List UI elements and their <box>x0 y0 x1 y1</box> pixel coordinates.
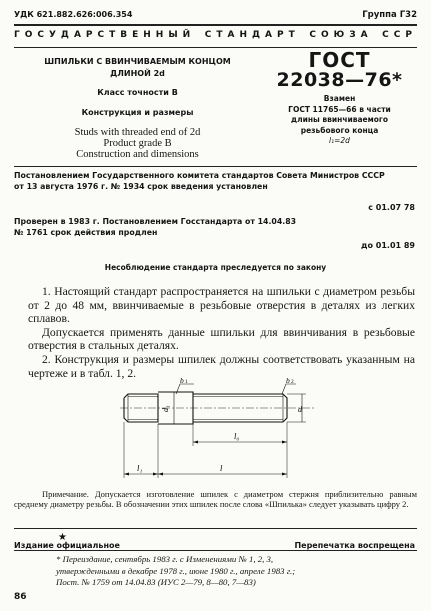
title-en-line-3: Construction and dimensions <box>76 149 199 160</box>
expiry-date: до 01.01 89 <box>361 241 415 250</box>
replace-line-5: l₁=2d <box>329 136 350 145</box>
b1-label: b <box>180 378 184 385</box>
replace-line-3: длины ввинчиваемого <box>291 115 388 124</box>
decree-text <box>14 171 417 192</box>
revision-text <box>14 217 417 238</box>
b2-superscript: 2 <box>291 379 294 385</box>
footer-rule <box>14 550 417 551</box>
replace-line-2: ГОСТ 11765—66 в части <box>288 104 391 114</box>
title-en-line-1: Studs with threaded end of 2d <box>74 127 201 138</box>
l-label: l <box>220 463 223 473</box>
checked-line-2: № 1761 срок действия продлен <box>14 227 158 237</box>
l1-label: l₁ <box>137 463 143 473</box>
d-label: d <box>298 405 302 414</box>
construction-dimensions: Конструкция и размеры <box>81 107 194 117</box>
footnote-line-1: * Переиздание, сентябрь 1983 г. с Изменениями № 1, 2, 3, <box>56 554 274 564</box>
paragraph-2: Допускается применять данные шпильки для ввинчивания в резьбовые отверстия в стальных деталях. <box>28 325 415 353</box>
body-text <box>28 285 415 380</box>
gost-block <box>262 50 417 147</box>
precision-class: Класс точности В <box>97 88 178 97</box>
paragraph-3: 2. Конструкция и размеры шпилек должны соответствовать указанным на чертеже и в табл. 1, 2. <box>28 352 415 380</box>
effective-date: с 01.07 78 <box>368 203 415 212</box>
l0-label: l₀ <box>234 431 240 441</box>
state-standard-heading: ГОСУДАРСТВЕННЫЙ СТАНДАРТ СОЮЗА ССР <box>14 30 417 40</box>
paragraph-1: 1. Настоящий стандарт распространяется на шпильки с диаметром резьбы от 2 до 48 мм, ввинчиваемые в резьбовые отверстия в деталях из легких сплавов. <box>28 285 415 326</box>
title-russian <box>30 56 245 118</box>
checked-line-1: Проверен в 1983 г. Постановлением Госстандарта от 14.04.83 <box>14 217 297 226</box>
top-rule <box>14 24 417 26</box>
block-rule <box>14 166 417 167</box>
note-text: Примечание. Допускается изготовление шпилек с диаметром стержня приблизительно равным среднему диаметру резьбы. В обозначении этих шпилек после слова «Шпилька» следует указывать цифру 2. <box>14 489 417 509</box>
legal-warning: Несоблюдение стандарта преследуется по закону <box>104 263 327 272</box>
footer-top-rule <box>14 528 417 529</box>
gost-number: 22038—76* <box>276 69 403 91</box>
title-line-2: ДЛИНОЙ 2d <box>110 68 165 78</box>
replace-line-1: Взамен <box>323 94 356 103</box>
star-icon: ★ <box>58 532 67 543</box>
decree-line-2: от 13 августа 1976 г. № 1934 срок введения установлен <box>14 181 268 191</box>
footnote-line-3: Пост. № 1759 от 14.04.83 (ИУС 2—79, 8—80, 7—83) <box>56 577 256 587</box>
b2-leader <box>282 384 296 394</box>
title-english <box>30 127 245 160</box>
b2-label: b <box>286 378 290 385</box>
reprint-forbidden: Перепечатка воспрещена <box>294 541 415 550</box>
page-number: 86 <box>14 592 27 602</box>
d1-label: d₁ <box>161 405 170 412</box>
udk-code: УДК 621.882.626:006.354 <box>14 10 133 19</box>
title-line-1: ШПИЛЬКИ С ВВИНЧИВАЕМЫМ КОНЦОМ <box>44 57 231 66</box>
replace-line-4: резьбового конца <box>300 125 379 135</box>
title-en-line-2: Product grade B <box>103 138 172 149</box>
footnote-line-2: утвержденными в декабре 1978 г., июне 1980 г., апреле 1983 г.; <box>56 565 296 576</box>
official-edition: Издание официальное <box>14 541 120 550</box>
group-code: Группа Г32 <box>362 10 417 20</box>
note <box>14 489 417 509</box>
title-block <box>30 56 245 160</box>
b1-superscript: 1 <box>185 379 188 385</box>
stud-drawing <box>118 378 318 483</box>
decree-line-1: Постановлением Государственного комитета стандартов Совета Министров СССР <box>14 171 385 180</box>
gost-label: ГОСТ <box>308 48 371 72</box>
replacement-note <box>262 94 417 147</box>
footnote <box>56 554 415 589</box>
